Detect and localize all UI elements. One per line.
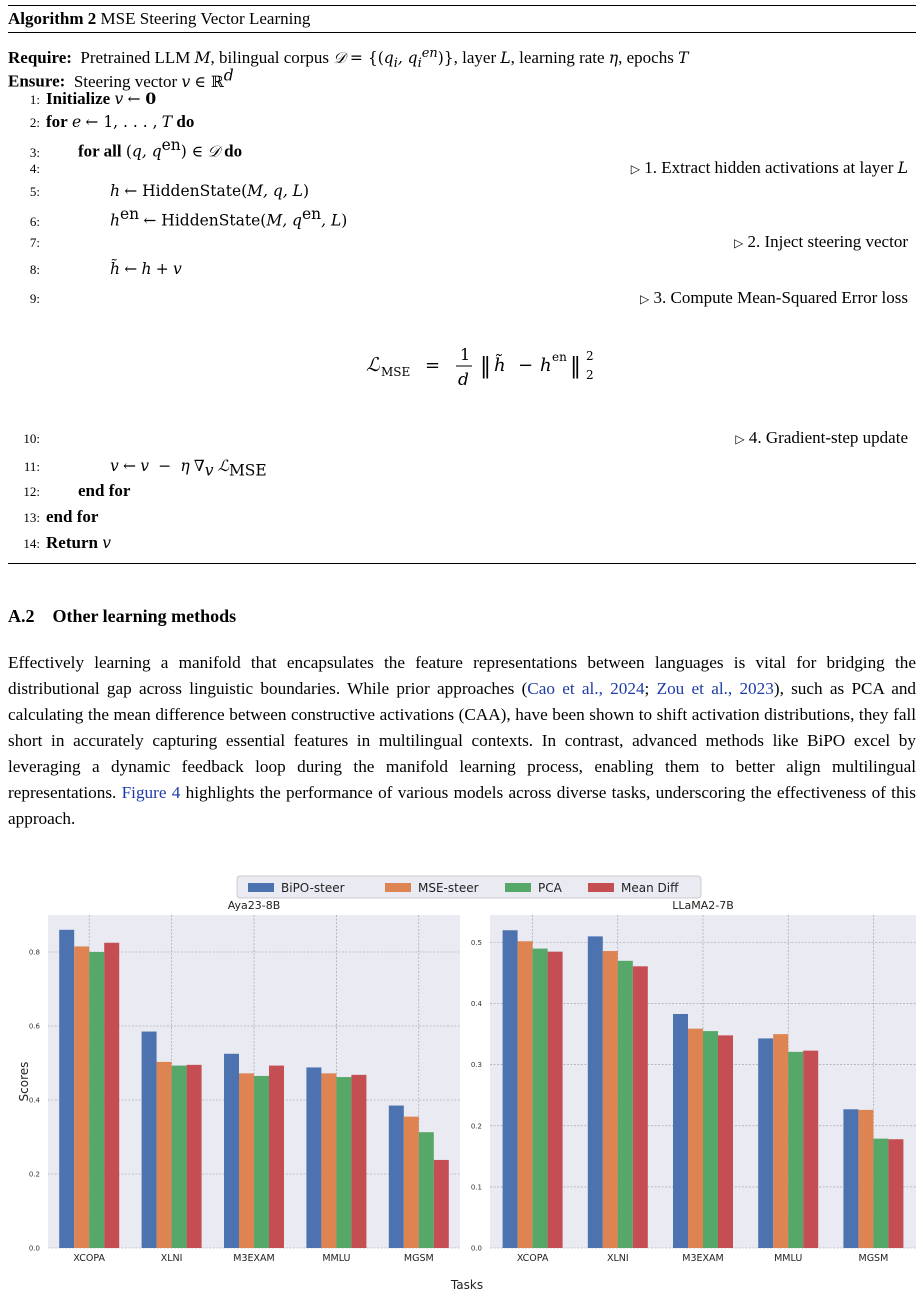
algo-comment-1: ▷ 1. Extract hidden activations at layer L [630, 158, 908, 177]
mse-equation [0, 326, 924, 396]
y-tick-label: 0.6 [28, 1022, 40, 1031]
y-tick-label: 0.0 [28, 1244, 40, 1253]
bar-bipo-steer-mgsm [389, 1106, 404, 1248]
legend-swatch-0 [248, 883, 274, 892]
algo-line-1: 1: Initialize v ← 0 [29, 89, 157, 108]
body-paragraph: Effectively learning a manifold that encapsulates the feature representations between languages is vital for bridging the distributional gap across linguistic boundaries. While prior approaches (Cao et al., 2024; Zou et al., 2023), such as PCA and calculating the mean difference between constructive activations (CAA), have been shown to shift activation distributions, they fall short in accurately capturing essential features in multilingual contexts. In contrast, advanced methods like BiPO excel by leveraging a dynamic feedback loop during the manifold learning process, enabling them to better align multilingual representations. Figure 4 highlights the performance of various models across diverse tasks, underscoring the effectiveness of this approach. [8, 653, 917, 828]
bar-bipo-steer-m3exam [673, 1014, 688, 1248]
legend-swatch-2 [505, 883, 531, 892]
x-axis-label: Tasks [450, 1278, 484, 1292]
algo-line-8: 8: h̃ ← h + v [29, 260, 182, 278]
bar-mean-diff-xlni [633, 966, 648, 1248]
y-tick-label: 0.8 [28, 948, 40, 957]
y-tick-label: 0.0 [470, 1244, 482, 1253]
legend-label-3: Mean Diff [621, 881, 679, 895]
algorithm-require: Require: Pretrained LLM M, bilingual corpus 𝒟 = {($q_i$, $q_i^{en}$)}, layer L, learning rate η, epochs T [8, 46, 689, 72]
bar-pca-xlni [618, 961, 633, 1248]
algo-line-6: 6: $h^{en}$ ← HiddenState(M, $q^{en}$, L) [29, 205, 348, 230]
algo-line-12: 12: end for [23, 481, 131, 500]
bar-mean-diff-mgsm [888, 1139, 903, 1248]
svg-text:MSE: MSE [381, 365, 411, 379]
bar-mse-steer-xcopa [518, 941, 533, 1248]
bar-pca-mgsm [873, 1139, 888, 1248]
bar-mean-diff-xcopa [548, 952, 563, 1248]
algo-comment-3: ▷ 3. Compute Mean-Squared Error loss [640, 288, 908, 307]
x-tick-label: MGSM [403, 1253, 434, 1264]
panel-title-0: Aya23-8B [227, 899, 281, 912]
x-tick-label: M3EXAM [682, 1253, 724, 1264]
bar-pca-xcopa [89, 952, 104, 1248]
algorithm-title: Algorithm 2 MSE Steering Vector Learning [8, 9, 311, 28]
bar-chart-figure [0, 868, 924, 1298]
algo-line-2: 2: for e ← 1, . . . , T do [29, 112, 195, 131]
y-tick-label: 0.4 [28, 1096, 40, 1105]
algo-line-4: 4: ▷ 1. Extract hidden activations at layer L [8, 157, 916, 179]
bar-bipo-steer-xcopa [59, 930, 74, 1248]
svg-text:2: 2 [586, 368, 594, 382]
bar-bipo-steer-mmlu [758, 1038, 773, 1248]
algo-comment-2: ▷ 2. Inject steering vector [734, 232, 908, 251]
y-tick-label: 0.3 [470, 1061, 482, 1070]
x-tick-label: XCOPA [516, 1253, 549, 1264]
bar-pca-xlni [172, 1066, 187, 1248]
bar-mean-diff-mmlu [351, 1075, 366, 1248]
x-tick-label: MMLU [322, 1253, 351, 1264]
svg-text:=: = [425, 355, 441, 376]
algo-line-14: 14: Return v [23, 533, 111, 552]
bar-mse-steer-mgsm [858, 1110, 873, 1248]
x-tick-label: XLNI [606, 1253, 629, 1264]
bar-pca-mmlu [788, 1052, 803, 1248]
bar-mse-steer-xcopa [74, 946, 89, 1248]
svg-text:ℒ: ℒ [366, 354, 380, 376]
bar-mse-steer-m3exam [688, 1029, 703, 1248]
algo-line-13: 13: end for [23, 507, 99, 526]
bar-bipo-steer-xlni [142, 1032, 157, 1248]
panel-title-1: LLaMA2-7B [672, 899, 734, 912]
svg-text:1: 1 [460, 345, 471, 364]
svg-text:h: h [540, 355, 552, 376]
legend-label-2: PCA [538, 881, 562, 895]
legend-label-1: MSE-steer [418, 881, 479, 895]
citation-zou-2023[interactable]: Zou et al., 2023 [656, 679, 774, 698]
bar-mean-diff-xlni [187, 1065, 202, 1248]
legend-label-0: BiPO-steer [281, 881, 345, 895]
algo-line-5: 5: h ← HiddenState(M, q, L) [29, 182, 310, 200]
citation-cao-2024[interactable]: Cao et al., 2024 [527, 679, 645, 698]
section-heading: A.2 Other learning methods [8, 606, 237, 626]
bar-mse-steer-mmlu [321, 1073, 336, 1248]
legend-swatch-1 [385, 883, 411, 892]
y-tick-label: 0.1 [470, 1183, 482, 1192]
bar-pca-m3exam [254, 1076, 269, 1248]
svg-text:2: 2 [586, 349, 594, 363]
algo-line-9: 9: ▷ 3. Compute Mean-Squared Error loss [8, 287, 916, 309]
bar-mean-diff-m3exam [269, 1066, 284, 1248]
bar-pca-mgsm [419, 1132, 434, 1248]
bar-mean-diff-m3exam [718, 1035, 733, 1248]
bar-mean-diff-mmlu [803, 1051, 818, 1248]
y-tick-label: 0.4 [470, 1000, 482, 1009]
bar-bipo-steer-mgsm [843, 1109, 858, 1248]
y-tick-label: 0.2 [28, 1170, 40, 1179]
bar-bipo-steer-m3exam [224, 1054, 239, 1248]
algorithm-header-rule [8, 32, 916, 33]
svg-text:‖: ‖ [480, 354, 491, 379]
bar-pca-m3exam [703, 1031, 718, 1248]
algo-line-3: 3: for all (q, $q^{en}$) ∈ 𝒟 do [29, 136, 243, 161]
y-tick-label: 0.2 [470, 1122, 482, 1131]
bar-mean-diff-xcopa [104, 943, 119, 1248]
algorithm-bottom-rule [8, 563, 916, 564]
svg-text:−: − [518, 355, 534, 376]
y-axis-label: Scores [17, 1061, 31, 1102]
bar-bipo-steer-xcopa [503, 930, 518, 1248]
figure-4-link[interactable]: Figure 4 [121, 783, 181, 802]
algorithm-ensure: Ensure: Steering vector v ∈ ℝ$^d$ [8, 66, 234, 91]
bar-mse-steer-mmlu [773, 1034, 788, 1248]
svg-text:d: d [458, 370, 469, 390]
bar-mse-steer-xlni [603, 951, 618, 1248]
x-tick-label: MGSM [858, 1253, 889, 1264]
svg-text:h̃: h̃ [494, 355, 506, 376]
svg-text:‖: ‖ [570, 354, 581, 379]
algo-line-11: 11: v ← v − η $\nabla_v$ ℒ$_{MSE}$ [23, 457, 267, 480]
algo-comment-4: ▷ 4. Gradient-step update [735, 428, 908, 447]
bar-pca-mmlu [336, 1077, 351, 1248]
figure-4 [0, 868, 924, 1303]
algorithm-top-rule [8, 5, 916, 6]
y-tick-label: 0.5 [470, 938, 482, 947]
x-tick-label: XCOPA [73, 1253, 105, 1264]
bar-mean-diff-mgsm [434, 1160, 449, 1248]
x-tick-label: XLNI [160, 1253, 183, 1264]
bar-mse-steer-m3exam [239, 1073, 254, 1248]
legend-swatch-3 [588, 883, 614, 892]
bar-bipo-steer-mmlu [306, 1067, 321, 1248]
bar-pca-xcopa [533, 949, 548, 1248]
x-tick-label: M3EXAM [233, 1253, 275, 1264]
x-tick-label: MMLU [774, 1253, 803, 1264]
bar-mse-steer-mgsm [404, 1117, 419, 1248]
bar-bipo-steer-xlni [588, 936, 603, 1248]
algo-line-7: 7: ▷ 2. Inject steering vector [8, 231, 916, 253]
algo-line-10: 10: ▷ 4. Gradient-step update [8, 427, 916, 449]
bar-mse-steer-xlni [157, 1062, 172, 1248]
svg-text:en: en [552, 350, 567, 364]
